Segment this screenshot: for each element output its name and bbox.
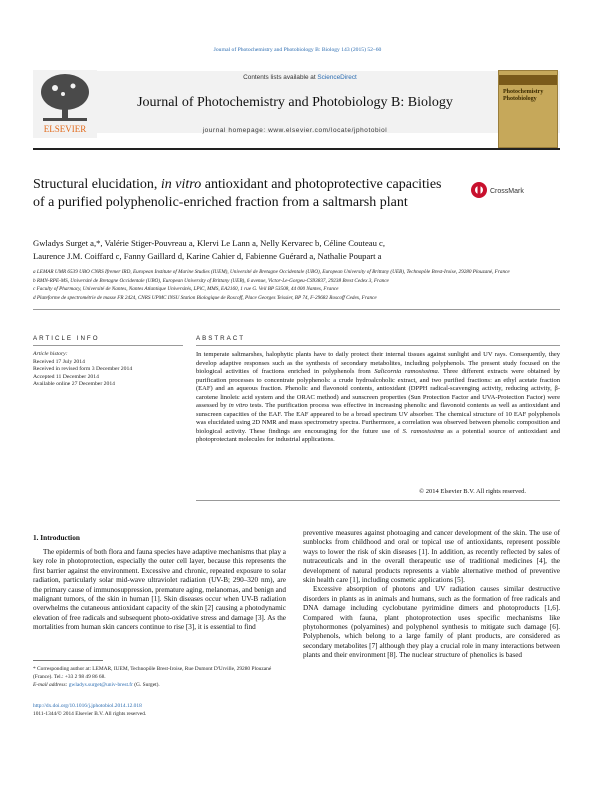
abstract-rule: [196, 345, 560, 346]
history-revised: Received in revised form 3 December 2014: [33, 366, 133, 373]
journal-title: Journal of Photochemistry and Photobiology B: Biology: [137, 95, 453, 110]
history-label: Article history:: [33, 351, 68, 357]
authors-line-2: Laurence J.M. Coiffard c, Fanny Gaillard d, Karine Cahier d, Fabienne Guérard a, Nathalie Poupart a: [33, 251, 382, 261]
abstract-bottom-rule: [196, 500, 560, 501]
history-received: Received 17 July 2014: [33, 358, 85, 365]
journal-homepage: journal homepage: www.elsevier.com/locate/jphotobiol: [202, 127, 388, 134]
intro-paragraph-2: preventive measures against photoaging and cancer development of the skin. The use of sunblocks from childhood and oral or topical use of antioxidants, represent possible ways to lower the risk of skin diseases [1]. In addition, as recently reflected by sales of nutraceuticals and in the overall therapeutic use of traditional medicines [4], the development of natural products represents a viable alternative method of preventive skin health care [1], including cosmetic applications [5].: [303, 529, 560, 585]
header-rule: [33, 148, 560, 150]
affiliation-c: c Faculty of Pharmacy, Université de Nantes, Nantes Atlantique Universités, LPiC, MMS, EA2160, 1 rue G. Veil BP 53508, 44 000 Nantes, France: [33, 286, 339, 293]
affiliation-rule: [33, 309, 560, 310]
doi-block: [33, 702, 286, 718]
cover-band: [499, 75, 557, 85]
crossmark-icon[interactable]: [470, 180, 560, 200]
journal-reference[interactable]: Journal of Photochemistry and Photobiology B: Biology 143 (2015) 52–60: [213, 47, 382, 53]
article-title: Structural elucidation, in vitro antioxidant and photoprotective capacities of a purified polyphenolic-enriched fraction from a saltmarsh plant: [33, 177, 442, 210]
intro-left-column: [33, 548, 286, 633]
corresponding-author-footnote: * Corresponding author at: LEMAR, IUEM, Technopôle Brest-Iroise, Rue Dumont D'Urville, 29280 Plouzané (France). Tel.: +33 2 98 49 86 68. E-mail address: gwladys.surget@univ-brest.fr (G. Surget).: [33, 666, 272, 688]
author-email-link[interactable]: gwladys.surget@univ-brest.fr: [68, 682, 133, 688]
history-accepted: Accepted 11 December 2014: [33, 373, 99, 380]
footnote-rule: [33, 660, 103, 661]
affiliation-d: d Plateforme de spectrométrie de masse FR 2424, CNRS UPMC INSU Station Biologique de Roscoff, Place Georges Teissier, BP 74, F-29682 Roscoff Cedex, France: [33, 294, 377, 301]
introduction-heading: 1. Introduction: [33, 533, 80, 542]
intro-paragraph-1: The epidermis of both flora and fauna species have adaptive mechanisms that play a key role in photoprotection, especially the outer cell layer, because this represents the first barrier against the environment. Excessive and chronic, repeated exposure to solar radiation, particularly solar mid-wave ultraviolet radiation (UV-B; 290–320 nm), are the primary cause of immunosuppression, premature aging, melanomas, and benign and malignant tumors, of the skin in human [1]. Skin diseases occur when UV-B radiation overwhelms the cutaneous antioxidant capacity of the skin [2] causing a photodynamic elevation of free radicals and subsequent photo-oxidative stress and damage [3]. As the mortalities from human skin cancers continue to rise [3], it is essential to find: [33, 548, 286, 632]
intro-paragraph-3: Excessive absorption of photons and UV radiation causes similar destructive disorders in plants as in animals and humans, such as the formation of free radicals and DNA damage including cyclobutane pyrimidine dimers and photoproducts [1,6]. Compared with fauna, plant photoprotection uses specific mechanisms like phytohormones (polyamines) and polyphenol synthesis to mitigate such damage [6]. Polyphenols, which belong to a large family of plant products, are considered as secondary metabolites [7] although they play a crucial role in many interactions between plants and their environment [8]. The nuclear structure of phenolics is based: [303, 585, 560, 660]
elsevier-tree-logo: [33, 70, 97, 138]
elsevier-wordmark: ELSEVIER: [43, 124, 87, 134]
affiliation-b: b RMN-RPE-MS, Université de Bretagne Occidentale (UBO), European University of Brittany (UEB), 6 avenue, Victor-Le-Gorgeu-CS93837, 29238 Brest Cedex 3, France: [33, 277, 389, 284]
author-list: [33, 237, 560, 263]
journal-cover-thumbnail: [498, 70, 558, 148]
affiliations: [33, 268, 560, 302]
article-history: [33, 351, 183, 389]
article-info-heading: ARTICLE INFO: [33, 335, 100, 342]
affiliation-a: a LEMAR UMR 6539 UBO CNRS Ifremer IRD, European Institute of Marine Studies (IUEM), Université de Bretagne Occidentale (UBO), European University of Brittany (UEB), Technopôle Brest-Iroise, 29280 Plouzané, France: [33, 269, 510, 275]
intro-right-column: [303, 529, 560, 661]
sciencedirect-link[interactable]: ScienceDirect: [317, 74, 357, 81]
cover-title: Photochemistry Photobiology: [503, 89, 544, 102]
article-info-rule: [33, 345, 183, 346]
abstract-heading: ABSTRACT: [196, 335, 246, 342]
homepage-link[interactable]: www.elsevier.com/locate/jphotobiol: [268, 127, 388, 134]
abstract-text: In temperate saltmarshes, halophytic plants have to daily protect their internal tissues against sunlight and UV rays. Consequently, they develop adaptive responses such as the synthesis of secondary metabolites, including polyphenols. The present study focused on the biological activities of fractions enriched in polyphenols from Salicornia ramosissima. Three different extracts were obtained by purification processes to concentrate polyphenols: a crude hydroalcoholic extract, and two purified fractions: an ethyl acetate fraction (EAF) and an aqueous fraction. Phenolic and flavonoid contents, antioxidant (DPPH radical-scavenging activity, reducing activity, β-carotene linoleic acid system and the ORAC method) and sunscreen properties (Sun Protection Factor and UVA-Protection Factor) were assessed by in vitro tests. The purification process was effective in increasing phenolic and flavonoid contents as well as antioxidant and sunscreen capacities of the EAF. The EAF appeared to be a broad spectrum UV absorber. The chemical structure of 10 EAF polyphenols was elucidated using 2D NMR and mass spectrometry spectra. Furthermore, a correlation was observed between phenolic composition and biological activity. These findings are encouraging for the future use of S. ramosissima as a potential source of antioxidant and photoprotectant molecules for industrial applications.: [196, 351, 560, 444]
authors-line-1: Gwladys Surget a,*, Valérie Stiger-Pouvreau a, Klervi Le Lann a, Nelly Kervarec b, Céline Couteau c,: [33, 238, 385, 248]
crossmark-label: CrossMark: [490, 188, 524, 195]
abstract-copyright: © 2014 Elsevier B.V. All rights reserved.: [419, 488, 526, 495]
history-online: Available online 27 December 2014: [33, 381, 116, 388]
contents-available: Contents lists available at ScienceDirect: [243, 74, 357, 81]
issn-line: 1011-1344/© 2014 Elsevier B.V. All rights reserved.: [33, 711, 147, 718]
doi-link[interactable]: http://dx.doi.org/10.1016/j.jphotobiol.2014.12.018: [33, 703, 142, 709]
